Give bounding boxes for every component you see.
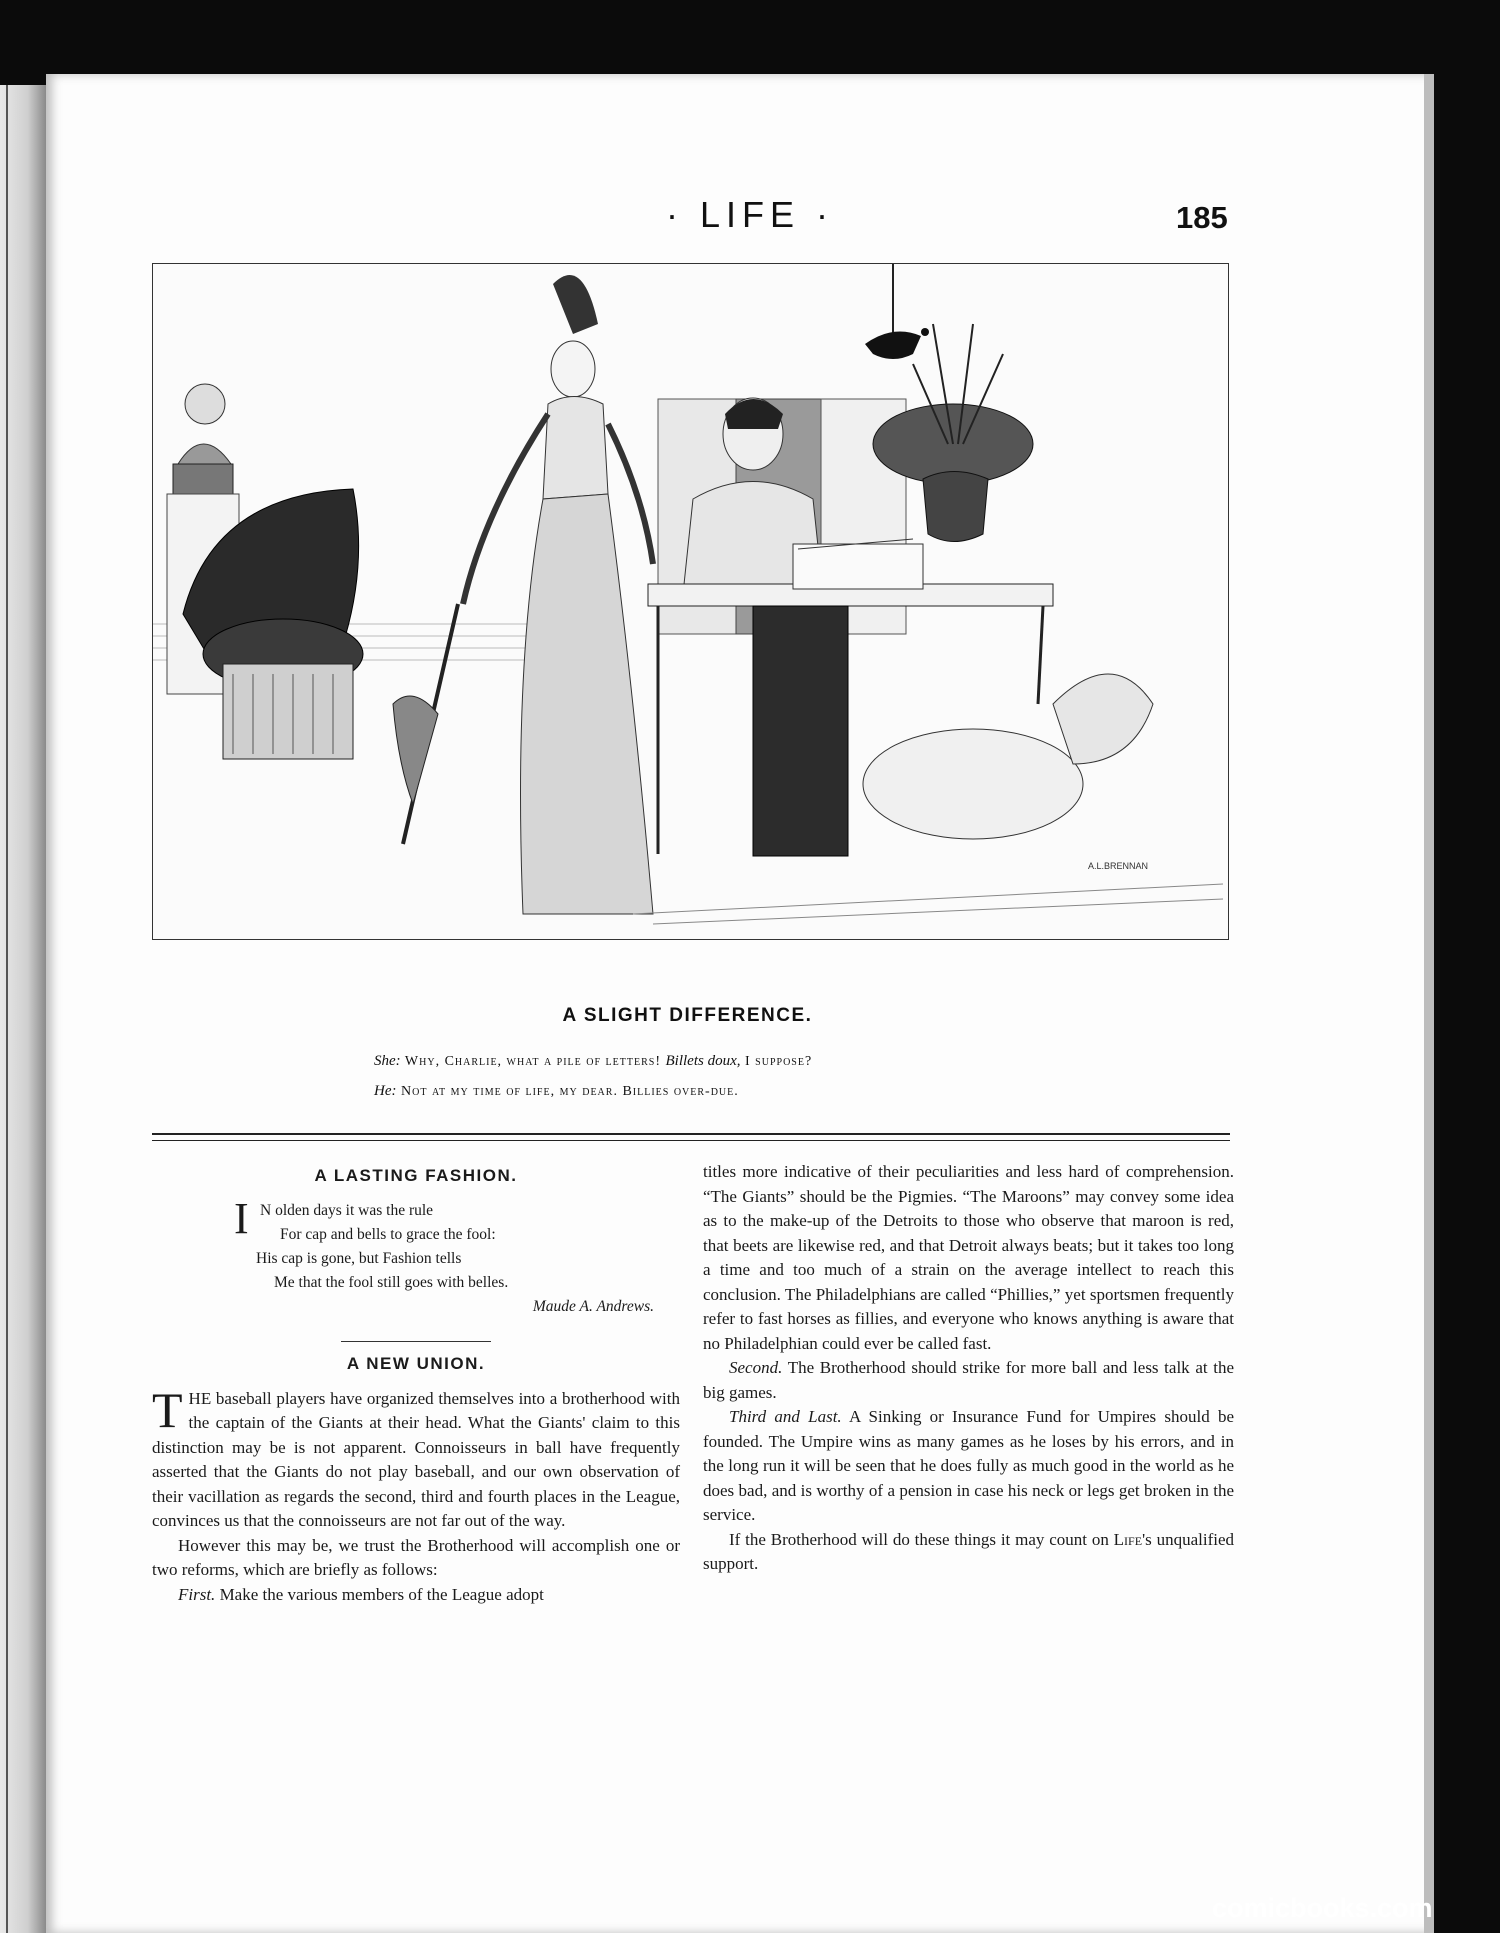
paragraph-text: Make the various members of the League adopt	[219, 1584, 544, 1604]
standing-woman	[393, 275, 653, 914]
poem-line: Me that the fool still goes with belles.	[274, 1273, 509, 1291]
poem	[234, 1193, 680, 1295]
hanging-lamp	[865, 264, 929, 359]
paragraph-text: If the Brotherhood will do these things it may count on	[729, 1529, 1109, 1549]
cartoon-title: A SLIGHT DIFFERENCE.	[562, 1005, 813, 1026]
paragraph-text: A Sinking or Insurance Fund for Umpires should be founded. The Umpire wins as many games as he loses by his errors, and in the long run it will be seen that he does fully as much good in the world as he does bad, and is worthy of a pension in case his neck or legs get broken in the service.	[703, 1407, 1234, 1524]
floor-hatching	[633, 884, 1223, 924]
article-title: A NEW UNION.	[346, 1354, 486, 1373]
magazine-title: · LIFE ·	[665, 194, 834, 235]
he-line: Not at my time of life, my dear. Billies over-due.	[401, 1084, 739, 1099]
poem-line: N olden days it was the rule	[260, 1201, 434, 1219]
floor-cushion	[863, 674, 1153, 839]
poem-drop-cap: I	[234, 1193, 249, 1243]
dialogue-he	[374, 1083, 739, 1100]
poem-title: A LASTING FASHION.	[314, 1166, 518, 1185]
paragraph-text: The Brotherhood should strike for more ball and less talk at the big games.	[703, 1358, 1234, 1402]
section-divider	[152, 1133, 1230, 1141]
page-number: 185	[1176, 200, 1228, 235]
speaker-he: He:	[374, 1083, 397, 1099]
article-paragraph	[152, 1381, 680, 1534]
paragraph-lead: Third and Last.	[729, 1407, 842, 1426]
page-edge	[1424, 74, 1434, 1933]
left-column	[152, 1160, 680, 1607]
article-paragraph: titles more indicative of their peculiarities and less hard of comprehension. “The Giants” should be the Pigmies. “The Maroons” may convey some idea as to the make-up of the Detroits to those who observe that maroon is red, that beets are likewise red, and that Detroit always beats; but it takes too long a time and too much of a strain on the average intellect to reach this conclusion. The Philadelphians are called “Phillies,” yet sportsmen frequently refer to fast horses as fillies, and everyone who knows anything is aware that no Philadelphian could ever be called fast.	[703, 1162, 1234, 1353]
engraving-drawing	[153, 264, 1228, 939]
dialogue-she	[374, 1053, 812, 1070]
right-column	[703, 1160, 1234, 1577]
article-paragraph	[152, 1583, 680, 1608]
speaker-she: She:	[374, 1053, 401, 1069]
poem-line: For cap and bells to grace the fool:	[280, 1225, 496, 1243]
page-header	[0, 194, 1500, 244]
article-paragraph: However this may be, we trust the Brotherhood will accomplish one or two reforms, which are briefly as follows:	[152, 1535, 680, 1579]
she-line-b: I suppose?	[745, 1054, 813, 1069]
she-line-a: Why, Charlie, what a pile of letters!	[404, 1054, 661, 1069]
article-paragraph	[703, 1356, 1234, 1405]
article-paragraph	[703, 1528, 1234, 1577]
paragraph-text: 's unqualified support.	[703, 1529, 1234, 1573]
article-paragraph	[703, 1405, 1234, 1528]
artist-signature: A.L.BRENNAN	[1088, 861, 1149, 871]
paragraph-text: HE baseball players have organized themselves into a brotherhood with the captain of the Giants at their head. What the Giants' claim to this distinction may be is not apparent. Connoisseurs in ball have frequently asserted that the Giants do not play baseball, and our own observation of their vacillation as regards the second, third and fourth places in the League, convinces us that the connoisseurs are not far out of the way.	[152, 1388, 680, 1530]
poem-author: Maude A. Andrews.	[532, 1297, 654, 1315]
short-divider	[341, 1341, 491, 1342]
article-drop-cap: T	[152, 1381, 183, 1438]
paragraph-lead: Second.	[729, 1358, 783, 1377]
paragraph-lead: First.	[178, 1584, 216, 1604]
she-line-italic: Billets doux,	[665, 1053, 741, 1069]
site-watermark: comicbooks.com	[1212, 1893, 1433, 1923]
life-name: Life	[1113, 1529, 1143, 1549]
poem-line: His cap is gone, but Fashion tells	[256, 1249, 462, 1267]
cartoon-illustration	[152, 263, 1229, 940]
